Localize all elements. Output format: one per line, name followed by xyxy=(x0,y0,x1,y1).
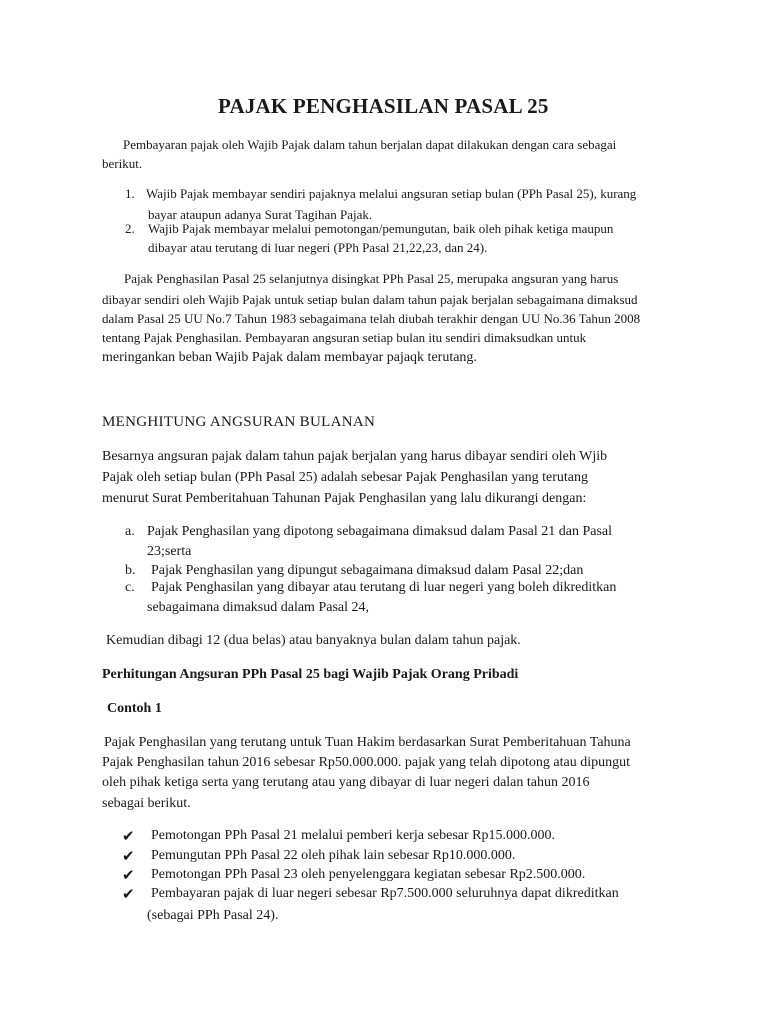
list-item: Pemotongan PPh Pasal 21 melalui pemberi kerja sebesar Rp15.000.000. xyxy=(151,828,555,843)
list-item-continuation: 23;serta xyxy=(147,544,192,559)
paragraph-line: Pajak oleh setiap bulan (PPh Pasal 25) adalah sebesar Pajak Penghasilan yang terutang xyxy=(102,470,588,485)
paragraph-line: Kemudian dibagi 12 (dua belas) atau banyaknya bulan dalam tahun pajak. xyxy=(106,633,521,648)
paragraph-line: Pajak Penghasilan tahun 2016 sebesar Rp50.000.000. pajak yang telah dipotong atau dipungut xyxy=(102,755,631,770)
intro-line-1: Pembayaran pajak oleh Wajib Pajak dalam tahun berjalan dapat dilakukan dengan cara sebagai xyxy=(123,137,617,152)
list-marker: a. xyxy=(125,524,135,539)
check-icon: ✔ xyxy=(122,866,135,884)
list-item: Pajak Penghasilan yang dipotong sebagaimana dimaksud dalam Pasal 21 dan Pasal xyxy=(147,524,613,539)
list-item: Wajib Pajak membayar sendiri pajaknya melalui angsuran setiap bulan (PPh Pasal 25), kurang xyxy=(146,186,637,201)
list-item-continuation: bayar ataupun adanya Surat Tagihan Pajak. xyxy=(148,207,373,222)
list-item: Pembayaran pajak di luar negeri sebesar Rp7.500.000 seluruhnya dapat dikreditkan xyxy=(151,886,619,901)
paragraph-line: dibayar sendiri oleh Wajib Pajak untuk setiap bulan dalam tahun pajak berjalan sebagaimana dimaksud xyxy=(102,292,638,307)
check-icon: ✔ xyxy=(122,885,135,903)
list-item-continuation: (sebagai PPh Pasal 24). xyxy=(147,908,279,923)
list-item-continuation: sebagaimana dimaksud dalam Pasal 24, xyxy=(147,600,369,615)
list-marker: 2. xyxy=(125,221,135,236)
intro-line-2: berikut. xyxy=(102,156,143,171)
paragraph-line: oleh pihak ketiga serta yang terutang atau yang dibayar di luar negeri dalan tahun 2016 xyxy=(102,775,590,790)
page-title: PAJAK PENGHASILAN PASAL 25 xyxy=(218,94,549,118)
list-item: Pemotongan PPh Pasal 23 oleh penyelenggara kegiatan sebesar Rp2.500.000. xyxy=(151,867,586,882)
example-heading: Contoh 1 xyxy=(107,701,162,716)
check-icon: ✔ xyxy=(122,847,135,865)
paragraph-line: dalam Pasal 25 UU No.7 Tahun 1983 sebagaimana telah diubah terakhir dengan UU No.36 Tahun 2008 xyxy=(102,311,641,326)
list-item: Pajak Penghasilan yang dipungut sebagaimana dimaksud dalam Pasal 22;dan xyxy=(151,563,584,578)
check-icon: ✔ xyxy=(122,827,135,845)
paragraph-line: sebagai berikut. xyxy=(102,796,191,811)
paragraph-line: Pajak Penghasilan Pasal 25 selanjutnya disingkat PPh Pasal 25, merupaka angsuran yang harus xyxy=(124,271,619,286)
paragraph-line: menurut Surat Pemberitahuan Tahunan Pajak Penghasilan yang lalu dikurangi dengan: xyxy=(102,491,587,506)
list-marker: b. xyxy=(125,563,136,578)
list-marker: 1. xyxy=(125,186,135,201)
paragraph-line: meringankan beban Wajib Pajak dalam membayar pajaqk terutang. xyxy=(102,350,477,365)
section-heading: MENGHITUNG ANGSURAN BULANAN xyxy=(102,414,376,430)
list-item: Pajak Penghasilan yang dibayar atau terutang di luar negeri yang boleh dikreditkan xyxy=(151,580,617,595)
section-subheading: Perhitungan Angsuran PPh Pasal 25 bagi Wajib Pajak Orang Pribadi xyxy=(102,667,519,682)
list-marker: c. xyxy=(125,580,135,595)
list-item: Pemungutan PPh Pasal 22 oleh pihak lain sebesar Rp10.000.000. xyxy=(151,848,516,863)
list-item-continuation: dibayar atau terutang di luar negeri (PPh Pasal 21,22,23, dan 24). xyxy=(148,240,488,255)
paragraph-line: tentang Pajak Penghasilan. Pembayaran angsuran setiap bulan itu sendiri dimaksudkan untuk xyxy=(102,330,587,345)
paragraph-line: Besarnya angsuran pajak dalam tahun pajak berjalan yang harus dibayar sendiri oleh Wjib xyxy=(102,449,608,464)
list-item: Wajib Pajak membayar melalui pemotongan/pemungutan, baik oleh pihak ketiga maupun xyxy=(148,221,614,236)
paragraph-line: Pajak Penghasilan yang terutang untuk Tuan Hakim berdasarkan Surat Pemberitahuan Tahuna xyxy=(104,735,631,750)
